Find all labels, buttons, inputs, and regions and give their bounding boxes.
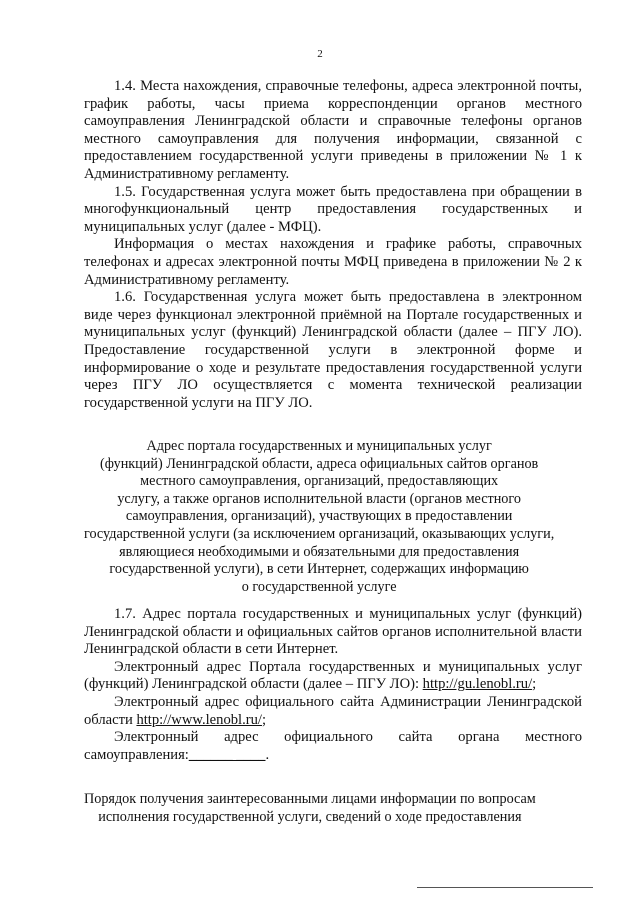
portal-link[interactable]: http://gu.lenobl.ru/	[422, 676, 533, 693]
section-1-4-to-1-6	[84, 78, 582, 412]
heading-line: местного самоуправления, организаций, предоставляющих	[140, 473, 499, 490]
section-1-7	[84, 606, 582, 764]
portal-address-text: Электронный адрес Портала государственных и муниципальных услуг (функций) Ленинградской области (далее – ПГУ ЛО):	[84, 658, 582, 693]
heading-line: государственной услуги), в сети Интернет, содержащих информацию	[109, 561, 529, 578]
paragraph-1-4: 1.4. Места нахождения, справочные телефоны, адреса электронной почты, график работы, часы приема корреспонденции органов местного самоуправления Ленинградской области и справочные телефоны органов местного самоуправления для получения информации, связанной с предоставлением государственной услуги приведены в приложении № 1 к Административному регламенту.	[84, 78, 582, 182]
portal-address-end: ;	[532, 676, 537, 693]
footer-rule	[417, 887, 593, 888]
page-number: 2	[317, 48, 323, 60]
paragraph-mfc-info: Информация о местах нахождения и графике работы, справочных телефонах и адресах электронной почты МФЦ приведена в приложении № 2 к Административному регламенту.	[84, 236, 582, 288]
heading-information-procedure	[84, 791, 536, 826]
paragraph-portal-address	[84, 659, 582, 694]
admin-address-end: ;	[261, 711, 267, 728]
heading-line: (функций) Ленинградской области, адреса официальных сайтов органов	[100, 455, 539, 472]
admin-link[interactable]: http://www.lenobl.ru/	[136, 711, 262, 728]
paragraph-admin-address	[84, 694, 582, 729]
heading-line: услугу, а также органов исполнительной власти (органов местного	[117, 490, 521, 507]
local-address-end: .	[265, 746, 270, 763]
heading-line: Адрес портала государственных и муниципальных услуг	[146, 438, 492, 454]
paragraph-1-5: 1.5. Государственная услуга может быть предоставлена при обращении в многофункциональный центр предоставления государственных и муниципальных услуг (далее - МФЦ).	[84, 183, 582, 235]
admin-address-text: Электронный адрес официального сайта Администрации Ленинградской области	[84, 693, 582, 728]
local-address-text: Электронный адрес официального сайта органа местного самоуправления:	[84, 729, 582, 763]
paragraph-1-6: 1.6. Государственная услуга может быть предоставлена в электронном виде через функционал электронной приёмной на Портале государственных и муниципальных услуг (функций) Ленинградской области (далее – ПГУ ЛО). Предоставление государственной услуги в электронной форме и информирование о ходе и результате предоставления государственной услуги через ПГУ ЛО осуществляется с момента технической реализации государственной услуги на ПГУ ЛО.	[84, 289, 582, 411]
heading-line: о государственной услуге	[241, 578, 397, 595]
heading-line: государственной услуги (за исключением организаций, оказывающих услуги,	[84, 525, 555, 542]
heading-line: Порядок получения заинтересованными лицами информации по вопросам	[84, 791, 536, 807]
heading-line: являющиеся необходимыми и обязательными для предоставления	[119, 543, 520, 560]
heading-portal-addresses	[84, 438, 554, 596]
paragraph-local-address	[84, 729, 582, 764]
heading-line: самоуправления, организаций), участвующих в предоставлении	[125, 508, 513, 525]
heading-line: исполнения государственной услуги, сведений о ходе предоставления	[98, 808, 522, 825]
paragraph-1-7: 1.7. Адрес портала государственных и муниципальных услуг (функций) Ленинградской области и официальных сайтов органов исполнительной власти Ленинградской области в сети Интернет.	[84, 606, 582, 658]
local-address-blank: ______ ____	[188, 746, 266, 763]
